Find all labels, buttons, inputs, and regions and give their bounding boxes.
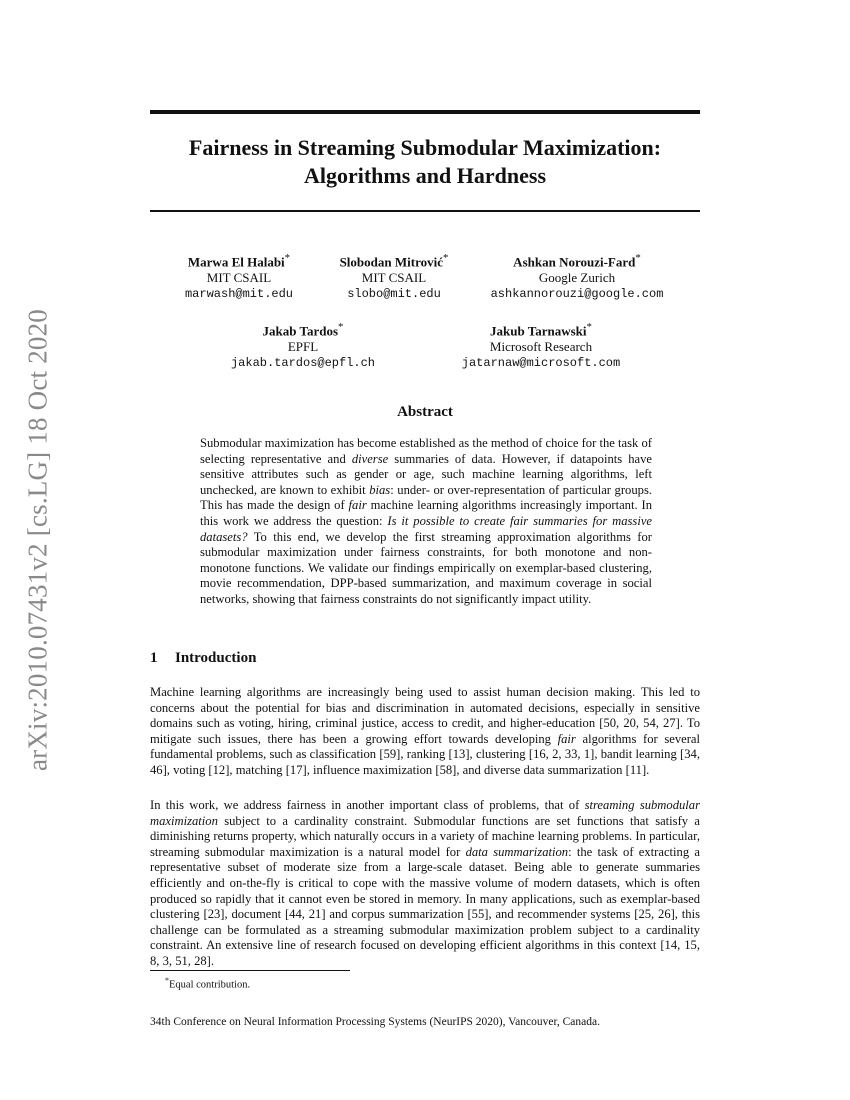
author-block — [340, 250, 449, 302]
title-top-rule — [150, 110, 700, 114]
section-title: Introduction — [175, 650, 257, 666]
abstract-emphasis: Is it possible to create fair summaries for massive datasets? — [200, 513, 652, 544]
author-block — [491, 250, 664, 302]
equal-contribution-mark: * — [586, 321, 592, 333]
author-email: jakab.tardos@epfl.ch — [230, 356, 376, 371]
paragraph-emphasis: streaming submodular maximization — [150, 798, 700, 828]
paper-title — [150, 134, 700, 190]
abstract-segment: : under- or over-representation of particular groups. This has made the design of — [200, 482, 652, 513]
equal-contribution-mark: * — [338, 321, 344, 333]
author-affiliation: MIT CSAIL — [361, 270, 427, 286]
abstract-segment: Submodular maximization has become established as the method of choice for the task of selecting representative and — [200, 436, 652, 466]
footnote — [165, 976, 250, 991]
author-email: slobo@mit.edu — [347, 287, 441, 302]
author-email: jatarnaw@microsoft.com — [461, 356, 621, 371]
paragraph-segment: Machine learning algorithms are increasingly being used to assist human decision making. This led to concerns about the potential for bias and discrimination in automated decisions, especially in sensitive domains such as voting, hiring, criminal justice, access to credit, and higher-education [50, 20, 54, 27]. To mitigate such issues, there has been a growing effort towards developing — [150, 685, 700, 746]
footnote-text: Equal contribution. — [169, 979, 251, 991]
author-name: Slobodan Mitrović — [339, 254, 443, 270]
conference-footer: 34th Conference on Neural Information Processing Systems (NeurIPS 2020), Vancouver, Canada. — [150, 1016, 600, 1028]
intro-paragraph-2 — [150, 798, 700, 970]
author-affiliation: MIT CSAIL — [206, 270, 272, 286]
title-line-1: Fairness in Streaming Submodular Maximization: — [188, 135, 662, 160]
abstract-emphasis: bias — [369, 482, 391, 497]
footnote-mark: * — [165, 976, 169, 985]
author-affiliation: Microsoft Research — [489, 339, 593, 355]
paragraph-segment: algorithms for several fundamental problems, such as classification [59], ranking [13], clustering [16, 2, 33, 1], bandit learning [34, 46], voting [12], matching [17], influence maximization [58], and diverse data summarization [11]. — [150, 731, 700, 777]
author-name: Jakub Tarnawski — [490, 323, 587, 339]
intro-paragraph-1 — [150, 685, 700, 779]
title-bottom-rule — [150, 210, 700, 212]
author-name: Marwa El Halabi — [187, 254, 285, 270]
author-block — [462, 319, 620, 371]
paragraph-emphasis: data summarization — [465, 844, 569, 859]
section-heading-introduction — [150, 650, 256, 667]
author-block — [185, 250, 293, 302]
abstract-emphasis: diverse — [351, 451, 389, 466]
paragraph-segment: In this work, we address fairness in another important class of problems, that of — [150, 798, 585, 812]
author-email: ashkannorouzi@google.com — [490, 287, 664, 302]
author-affiliation: EPFL — [287, 339, 319, 355]
author-affiliation: Google Zurich — [538, 270, 616, 286]
author-name: Jakab Tardos — [262, 323, 339, 339]
abstract-emphasis: fair — [348, 498, 367, 513]
abstract-heading: Abstract — [397, 404, 453, 420]
paragraph-segment: : the task of extracting a representative subset of moderate size from a large-scale dataset. Being able to generate summaries efficiently and on-the-fly is critical to cope with the massive volume of modern datasets, which is often produced so rapidly that it cannot even be stored in memory. In many applications, such as exemplar-based clustering [23], document [44, 21] and corpus summarization [55], and recommender systems [25, 26], this challenge can be formulated as a streaming submodular maximization problem subject to a cardinality constraint. An extensive line of research focused on developing efficient algorithms in this context [14, 15, 8, 3, 51, 28]. — [150, 844, 700, 968]
abstract-segment: summaries of data. However, if datapoints have sensitive attributes such as gender or age, such machine learning algorithms, left unchecked, are known to exhibit — [200, 451, 653, 497]
equal-contribution-mark: * — [635, 252, 641, 264]
abstract-segment: machine learning algorithms increasingly important. In this work we address the question: — [200, 498, 652, 528]
title-line-2: Algorithms and Hardness — [303, 163, 547, 188]
equal-contribution-mark: * — [443, 252, 449, 264]
paragraph-segment: subject to a cardinality constraint. Submodular functions are set functions that satisfy a diminishing returns property, which naturally occurs in a variety of machine learning problems. In particular, streaming submodular maximization is a natural model for — [150, 813, 700, 859]
author-email: marwash@mit.edu — [184, 287, 294, 302]
footnote-rule — [150, 970, 350, 971]
author-name: Ashkan Norouzi-Fard — [513, 254, 636, 270]
paragraph-emphasis: fair — [557, 731, 576, 746]
abstract-segment: To this end, we develop the first streaming approximation algorithms for submodular maximization under fairness constraints, for both monotone and non-monotone functions. We validate our findings empirically on exemplar-based clustering, movie recommendation, DPP-based summarization, and maximum coverage in social networks, showing that fairness constraints do not significantly impact utility. — [200, 529, 652, 606]
abstract-text — [200, 436, 652, 608]
section-number: 1 — [150, 650, 158, 666]
arxiv-identifier-stamp: arXiv:2010.07431v2 [cs.LG] 18 Oct 2020 — [22, 308, 53, 772]
equal-contribution-mark: * — [284, 252, 291, 264]
author-block — [231, 319, 375, 371]
